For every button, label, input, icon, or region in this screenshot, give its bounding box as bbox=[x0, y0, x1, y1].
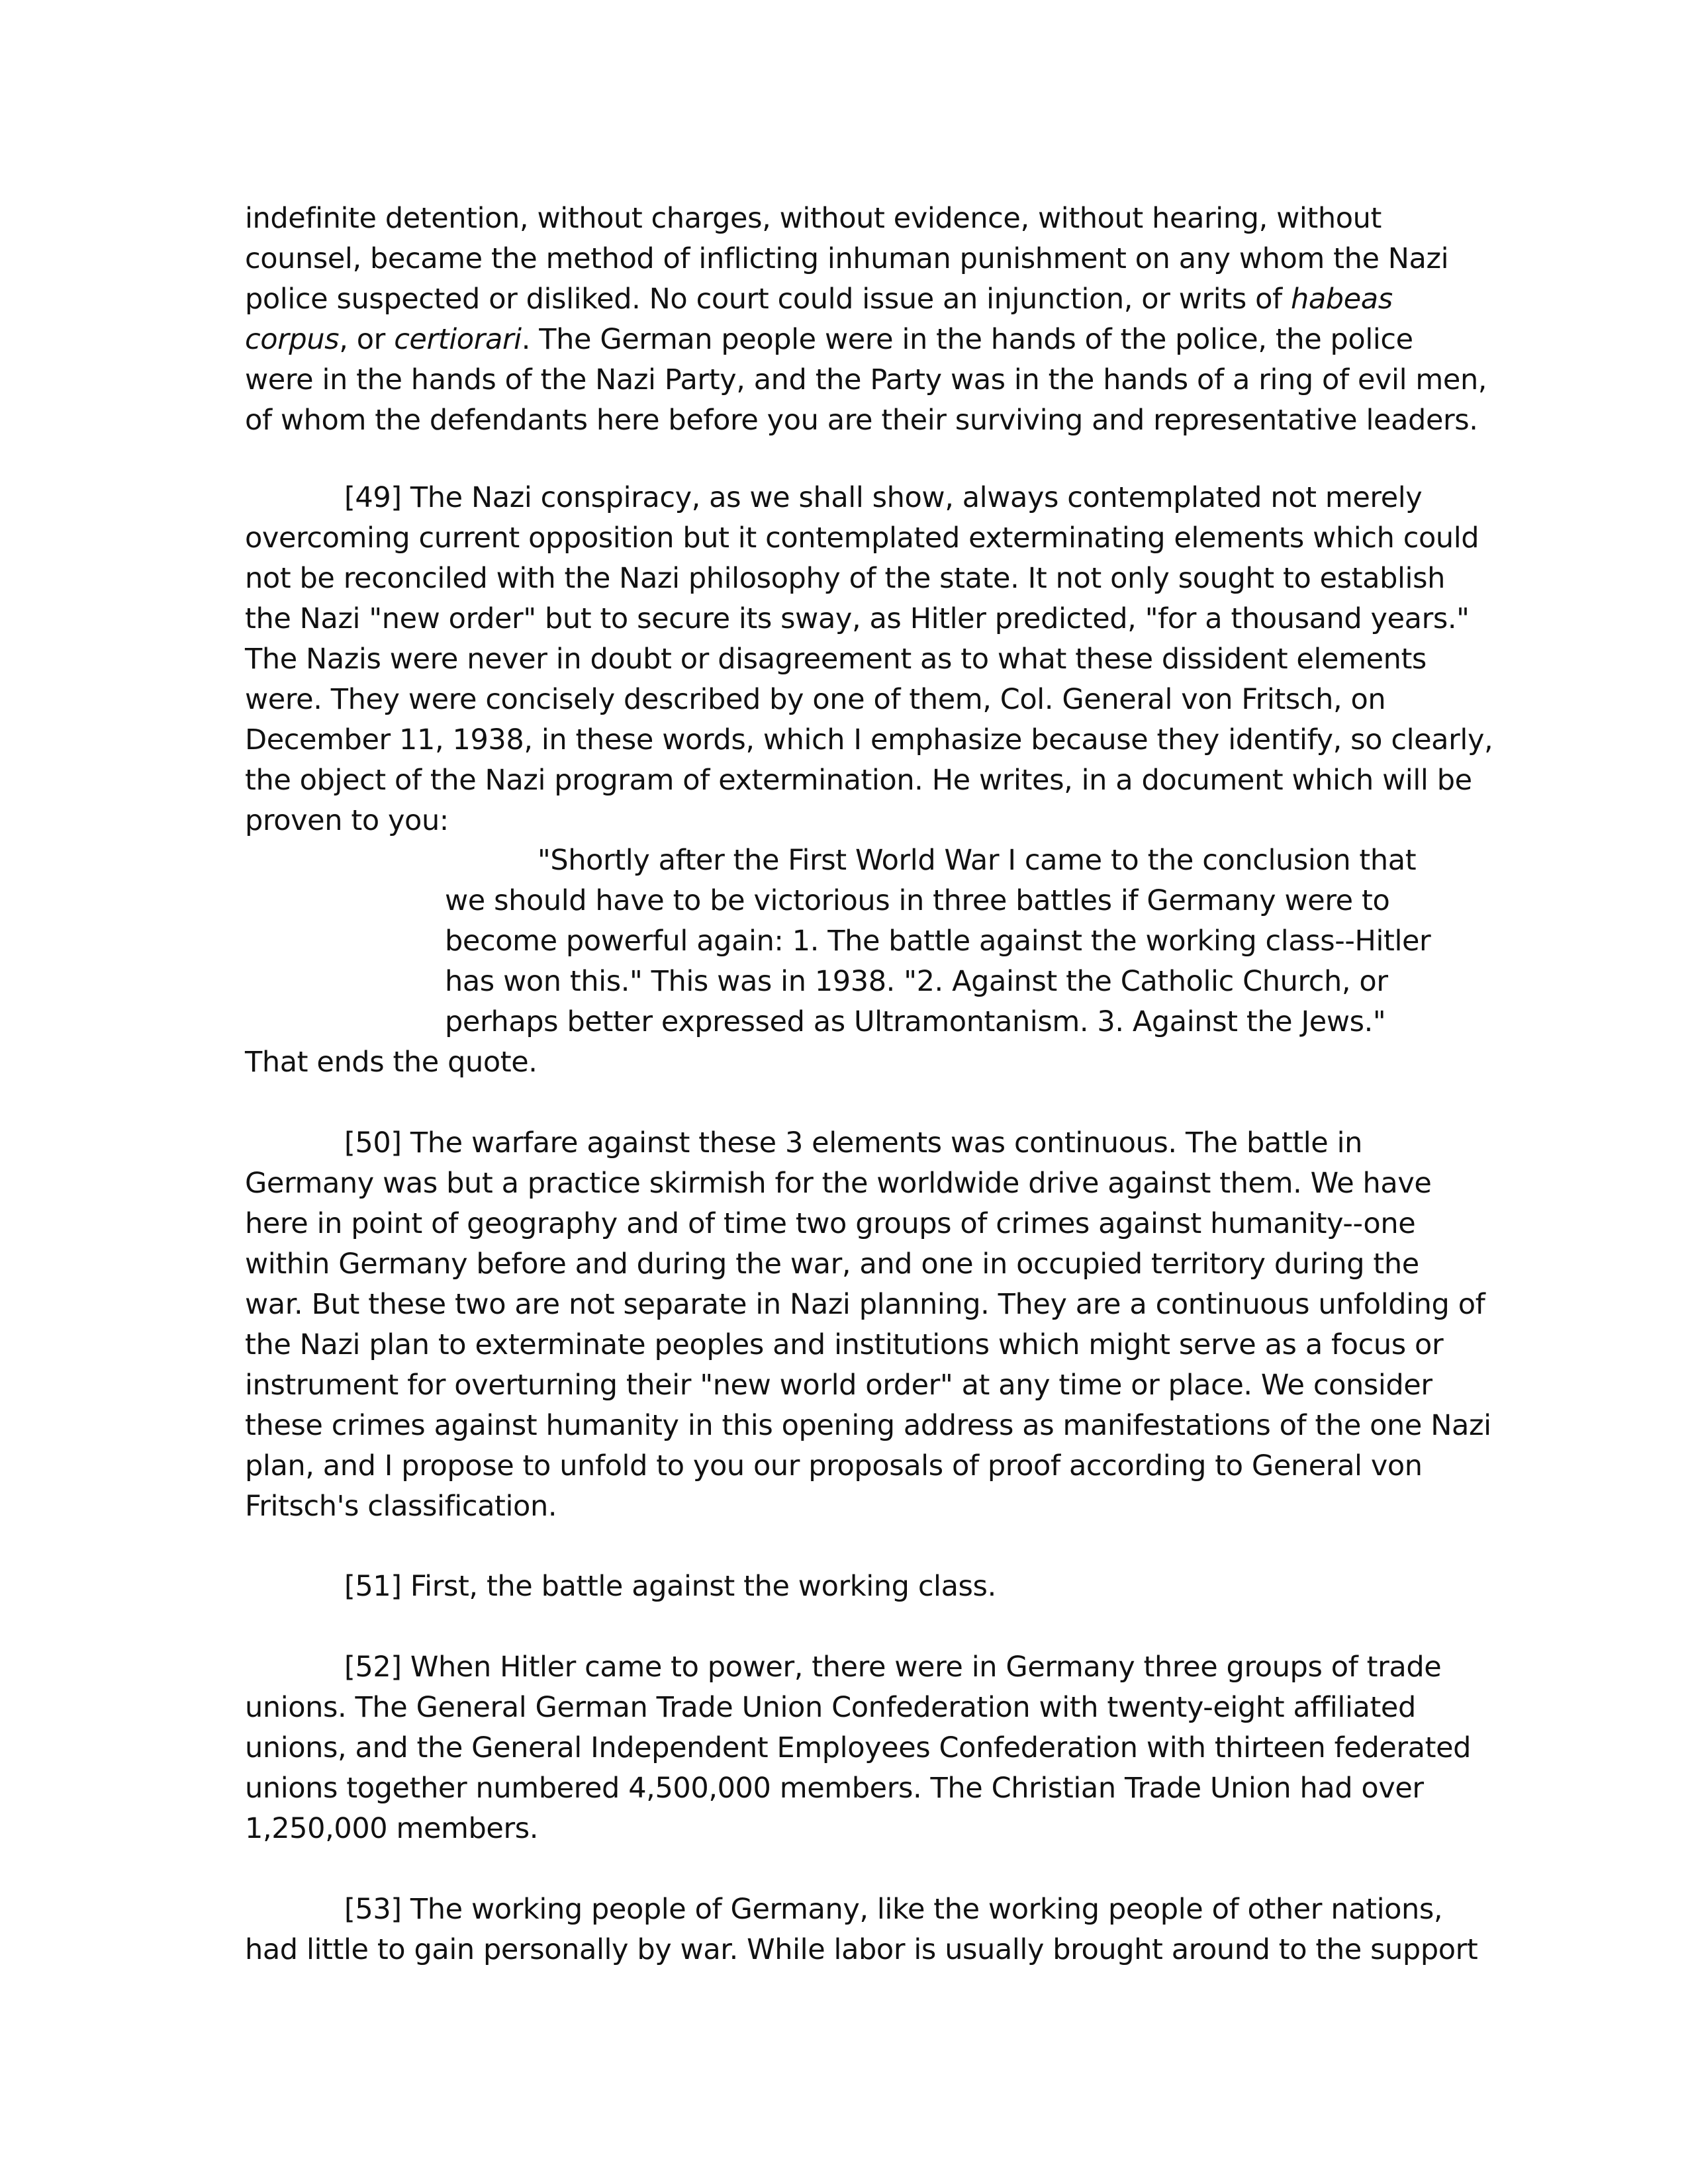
paragraph-52 bbox=[245, 1647, 1472, 1849]
italic-term: certiorari bbox=[394, 323, 522, 356]
paragraph-50 bbox=[245, 1123, 1491, 1527]
text-line: here in point of geography and of time two groups of crimes against humanity--one bbox=[245, 1207, 1416, 1240]
text-line bbox=[245, 1567, 1443, 1607]
text-segment: [51] First, the battle against the working class. bbox=[344, 1570, 996, 1603]
quote-line: perhaps better expressed as Ultramontanism. 3. Against the Jews." bbox=[445, 1005, 1386, 1038]
text-line bbox=[245, 1647, 1443, 1688]
quote-line: "Shortly after the First World War I came to the conclusion that bbox=[538, 844, 1417, 877]
text-line bbox=[245, 1123, 1443, 1163]
text-line: the Nazi plan to exterminate peoples and institutions which might serve as a focus or bbox=[245, 1328, 1444, 1361]
italic-term: habeas bbox=[1291, 283, 1393, 316]
paragraph-49 bbox=[245, 478, 1493, 841]
text-line bbox=[245, 320, 1443, 360]
text-line: 1,250,000 members. bbox=[245, 1812, 539, 1845]
paragraph-51 bbox=[245, 1567, 1443, 1607]
text-line bbox=[245, 1889, 1443, 1930]
text-segment: [52] When Hitler came to power, there were in Germany three groups of trade bbox=[344, 1651, 1442, 1684]
text-line: of whom the defendants here before you are their surviving and representative leaders. bbox=[245, 404, 1478, 437]
italic-term: corpus bbox=[245, 323, 340, 356]
text-line bbox=[245, 478, 1443, 518]
text-segment: police suspected or disliked. No court could issue an injunction, or writs of bbox=[245, 283, 1291, 316]
text-line: plan, and I propose to unfold to you our proposals of proof according to General von bbox=[245, 1449, 1423, 1482]
text-line: the object of the Nazi program of extermination. He writes, in a document which will be bbox=[245, 764, 1472, 797]
text-line: Fritsch's classification. bbox=[245, 1490, 557, 1523]
text-line: indefinite detention, without charges, without evidence, without hearing, without bbox=[245, 202, 1382, 235]
text-segment: [49] The Nazi conspiracy, as we shall show, always contemplated not merely bbox=[344, 481, 1423, 514]
text-line: December 11, 1938, in these words, which I emphasize because they identify, so clearly, bbox=[245, 723, 1493, 756]
text-line: counsel, became the method of inflicting inhuman punishment on any whom the Nazi bbox=[245, 242, 1449, 275]
text-line: war. But these two are not separate in Nazi planning. They are a continuous unfolding of bbox=[245, 1288, 1485, 1321]
text-line: had little to gain personally by war. While labor is usually brought around to the support bbox=[245, 1933, 1478, 1966]
text-line: The Nazis were never in doubt or disagreement as to what these dissident elements bbox=[245, 643, 1427, 676]
text-line: proven to you: bbox=[245, 804, 449, 837]
text-segment: [50] The warfare against these 3 elements was continuous. The battle in bbox=[344, 1126, 1363, 1160]
quote-line: become powerful again: 1. The battle against the working class--Hitler bbox=[445, 925, 1431, 958]
text-line: instrument for overturning their "new world order" at any time or place. We consider bbox=[245, 1369, 1432, 1402]
text-line: Germany was but a practice skirmish for the worldwide drive against them. We have bbox=[245, 1167, 1432, 1200]
text-line bbox=[245, 279, 1443, 320]
text-line: unions together numbered 4,500,000 members. The Christian Trade Union had over bbox=[245, 1772, 1424, 1805]
paragraph-53 bbox=[245, 1889, 1478, 1970]
text-line: not be reconciled with the Nazi philosophy of the state. It not only sought to establish bbox=[245, 562, 1445, 595]
text-segment: , or bbox=[339, 323, 395, 356]
text-segment: [53] The working people of Germany, like the working people of other nations, bbox=[344, 1893, 1443, 1926]
paragraph-48-continuation bbox=[245, 199, 1487, 441]
text-segment: . The German people were in the hands of the police, the police bbox=[521, 323, 1413, 356]
quote-line: has won this." This was in 1938. "2. Against the Catholic Church, or bbox=[445, 965, 1388, 998]
text-line: unions. The General German Trade Union Confederation with twenty-eight affiliated bbox=[245, 1691, 1416, 1724]
block-quote bbox=[445, 841, 1431, 1042]
text-line: were. They were concisely described by one of them, Col. General von Fritsch, on bbox=[245, 683, 1386, 716]
quote-line: we should have to be victorious in three battles if Germany were to bbox=[445, 884, 1390, 917]
text-line: these crimes against humanity in this opening address as manifestations of the one Nazi bbox=[245, 1409, 1491, 1442]
text-line: were in the hands of the Nazi Party, and the Party was in the hands of a ring of evil men, bbox=[245, 363, 1487, 396]
quote-end bbox=[245, 1042, 1443, 1083]
text-line: That ends the quote. bbox=[245, 1046, 538, 1079]
text-line: the Nazi "new order" but to secure its sway, as Hitler predicted, "for a thousand years." bbox=[245, 602, 1470, 635]
text-line: overcoming current opposition but it contemplated exterminating elements which could bbox=[245, 522, 1479, 555]
text-line: within Germany before and during the war, and one in occupied territory during the bbox=[245, 1248, 1419, 1281]
text-line: unions, and the General Independent Employees Confederation with thirteen federated bbox=[245, 1731, 1472, 1764]
